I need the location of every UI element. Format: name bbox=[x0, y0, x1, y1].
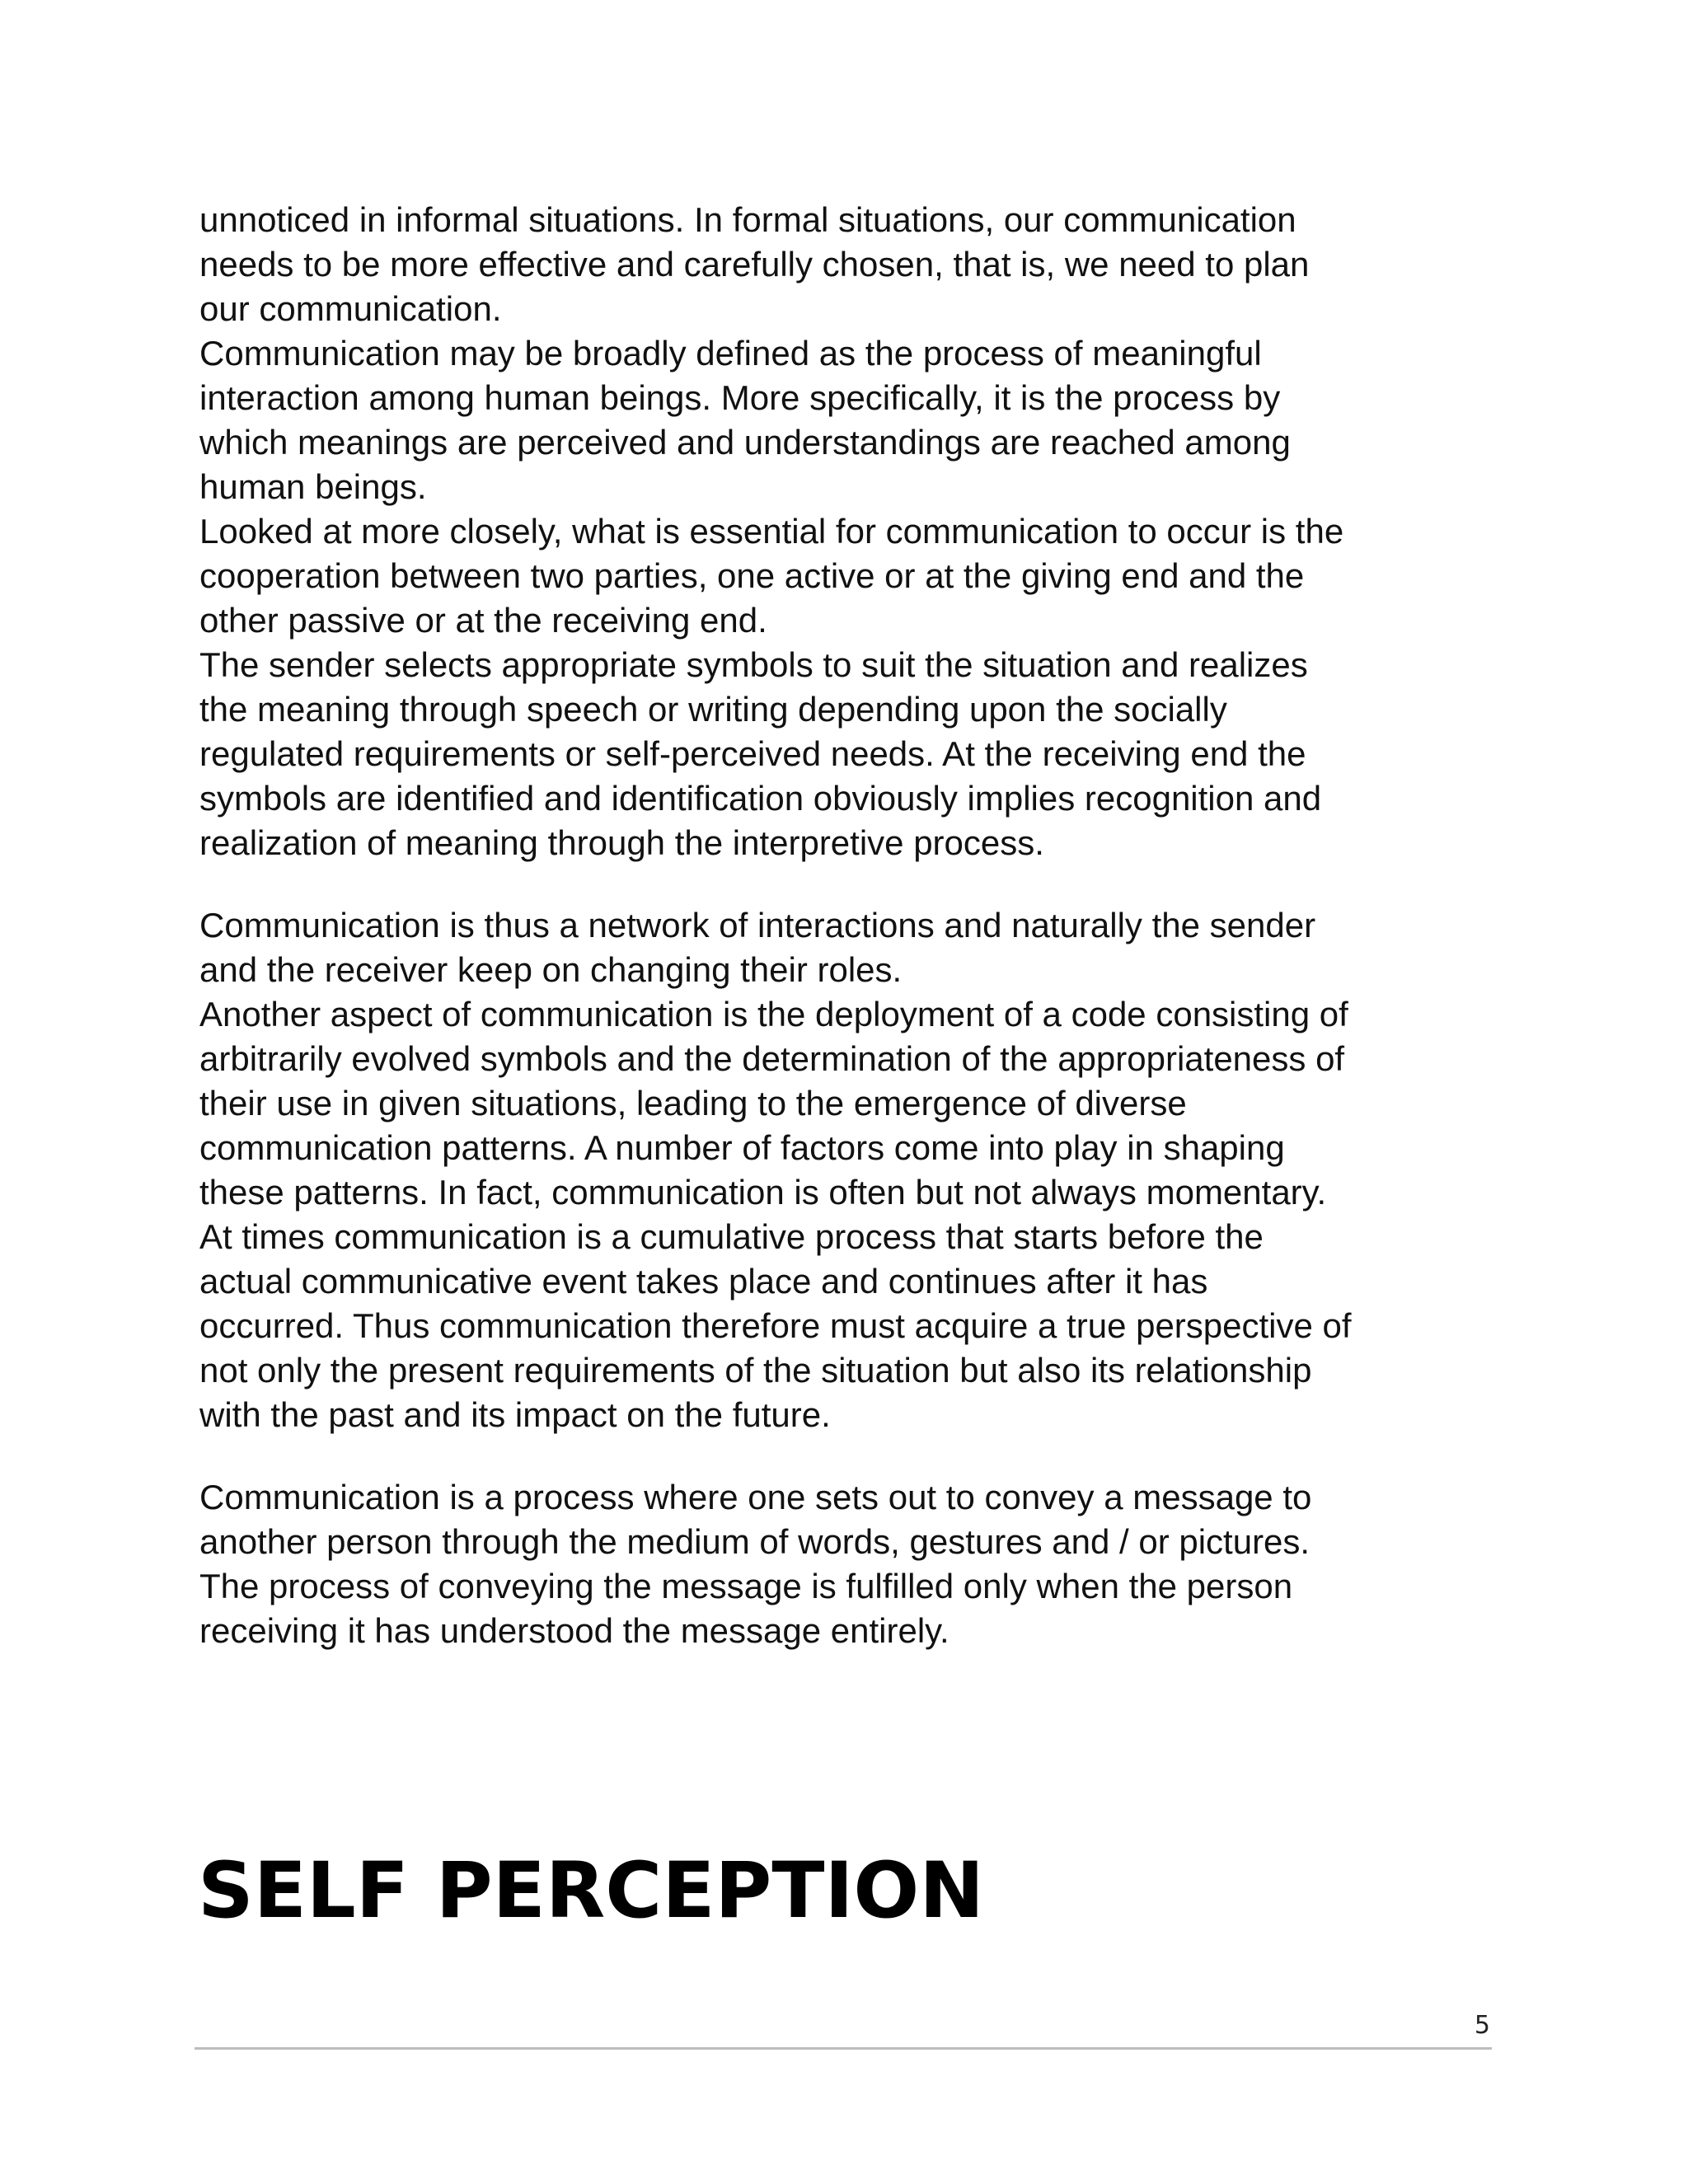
paragraph-7: Communication is a process where one sets out to convey a message to another person through the medium of words, gestures and / or pictures. The process of conveying the message is fulfilled only when the person receiving it has understood the message entirely. bbox=[199, 1478, 1312, 1650]
footer-divider bbox=[195, 2047, 1492, 2050]
paragraph-2: Communication may be broadly defined as the process of meaningful interaction among human beings. More specifically, it is the process by which meanings are perceived and understandings are reached among human beings. bbox=[199, 334, 1291, 506]
paragraph-6: Another aspect of communication is the deployment of a code consisting of arbitrarily evolved symbols and the determination of the appropriateness of their use in given situations, leading to the emergence of diverse communication patterns. A number of factors come into play in shaping these patterns. In fact, communication is often but not always momentary. At times communication is a cumulative process that starts before the actual communicative event takes place and continues after it has occurred. Thus communication therefore must acquire a true perspective of not only the present requirements of the situation but also its relationship with the past and its impact on the future. bbox=[199, 995, 1352, 1434]
paragraph-3: Looked at more closely, what is essential for communication to occur is the cooperation between two parties, one active or at the giving end and the other passive or at the receiving end. bbox=[199, 512, 1344, 640]
paragraph-5: Communication is thus a network of interactions and naturally the sender and the receiver keep on changing their roles. bbox=[199, 906, 1316, 989]
paragraph-4: The sender selects appropriate symbols to suit the situation and realizes the meaning through speech or writing depending upon the socially regulated requirements or self-perceived needs. At the receiving end the symbols are identified and identification obviously implies recognition and realization of meaning through the interpretive process. bbox=[199, 645, 1322, 862]
section-heading: SELF PERCEPTION bbox=[198, 1846, 984, 1936]
page-number: 5 bbox=[1474, 2011, 1490, 2040]
body-text bbox=[199, 198, 1518, 1653]
paragraph-1: unnoticed in informal situations. In formal situations, our communication needs to be more effective and carefully chosen, that is, we need to plan our communication. bbox=[199, 200, 1310, 328]
